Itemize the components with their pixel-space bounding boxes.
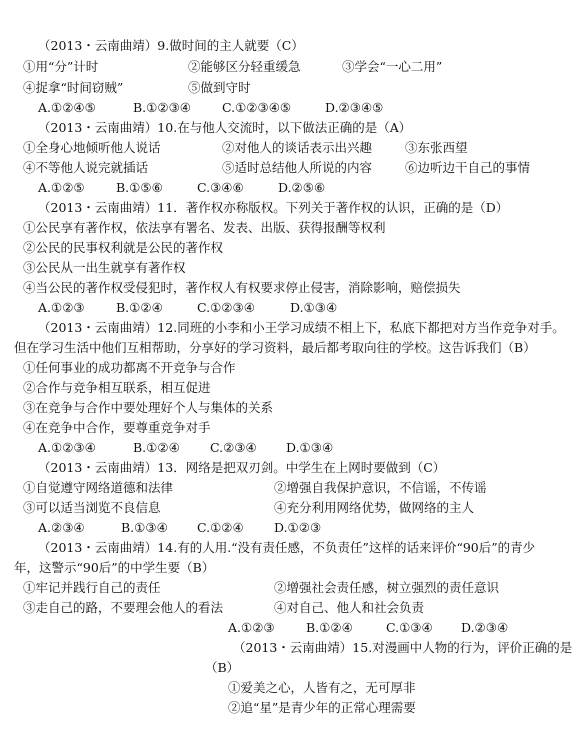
q14-choice-c: C.①③④: [386, 620, 433, 635]
q12-statement-1: ①任何事业的成功都离不开竞争与合作: [23, 360, 236, 375]
q14-opt-4: ④对自己、他人和社会负责: [274, 600, 425, 615]
q9-choice-d: D.②③④⑤: [325, 100, 384, 115]
q9-opt-4: ④捉拿“时间窃贼”: [23, 80, 124, 95]
q14-opt-2: ②增强社会责任感，树立强烈的责任意识: [274, 580, 500, 595]
q10-choice-c: C.③④⑥: [197, 180, 244, 195]
q13-choice-d: D.①②③: [274, 520, 322, 535]
q11-statement-3: ③公民从一出生就享有著作权: [23, 260, 186, 275]
q15-statement-2: ②追“星”是青少年的正常心理需要: [228, 700, 416, 715]
q10-opt-1: ①全身心地倾听他人说话: [23, 140, 161, 155]
q12-choice-b: B.①②④: [133, 440, 180, 455]
q9-choice-c: C.①②③④⑤: [222, 100, 292, 115]
q13-opt-2: ②增强自我保护意识，不信谣，不传谣: [274, 480, 487, 495]
q14-choice-b: B.①②④: [306, 620, 353, 635]
q11-stem: （2013・云南曲靖）11．著作权亦称版权。下列关于著作权的认识，正确的是（D）: [38, 200, 509, 215]
q13-choice-b: B.①③④: [121, 520, 168, 535]
q11-statement-2: ②公民的民事权利就是公民的著作权: [23, 240, 224, 255]
q10-stem: （2013・云南曲靖）10.在与他人交流时，以下做法正确的是（A）: [38, 120, 412, 135]
q9-opt-2: ②能够区分轻重缓急: [188, 59, 301, 74]
q13-stem: （2013・云南曲靖）13．网络是把双刃剑。中学生在上网时要做到（C）: [38, 460, 446, 475]
q13-opt-3: ③可以适当浏览不良信息: [23, 500, 161, 515]
q9-choice-a: A.①②④⑤: [38, 100, 96, 115]
q12-statement-2: ②合作与竞争相互联系，相互促进: [23, 380, 211, 395]
q10-opt-2: ②对他人的谈话表示出兴趣: [222, 140, 373, 155]
q10-choice-a: A.①②⑤: [38, 180, 85, 195]
q9-stem: （2013・云南曲靖）9.做时间的主人就要（C）: [38, 38, 304, 53]
q13-opt-1: ①自觉遵守网络道德和法律: [23, 480, 174, 495]
q13-opt-4: ④充分利用网络优势，做网络的主人: [274, 500, 475, 515]
q14-choice-d: D.②③④: [461, 620, 509, 635]
q11-choice-c: C.①②③④: [197, 300, 255, 315]
q12-choice-c: C.②③④: [210, 440, 257, 455]
q9-opt-5: ⑤做到守时: [188, 80, 251, 95]
q12-stem-line-1: （2013・云南曲靖）12.同班的小李和小王学习成绩不相上下，私底下都把对方当作竞争对手。: [38, 320, 565, 335]
q12-statement-3: ③在竞争与合作中要处理好个人与集体的关系: [23, 400, 274, 415]
q14-stem-line-1: （2013・云南曲靖）14.有的人用.“没有责任感，不负责任”这样的话来评价“90后”的青少: [38, 540, 536, 555]
q15-stem-line-1: （2013・云南曲靖）15.对漫画中人物的行为，评价正确的是: [233, 640, 573, 655]
q9-choice-b: B.①②③④: [133, 100, 191, 115]
q12-choice-d: D.①③④: [286, 440, 334, 455]
q14-stem-line-2: 年，这警示“90后”的中学生要（B）: [14, 560, 215, 575]
q11-choice-d: D.①③④: [290, 300, 338, 315]
q11-choice-a: A.①②③: [38, 300, 85, 315]
q9-opt-3: ③学会“一心二用”: [342, 59, 443, 74]
q14-opt-1: ①牢记并践行自己的责任: [23, 580, 161, 595]
q15-stem-line-2: （B）: [205, 660, 240, 675]
q10-choice-b: B.①⑤⑥: [116, 180, 163, 195]
q12-choice-a: A.①②③④: [38, 440, 96, 455]
q15-statement-1: ①爱美之心，人皆有之，无可厚非: [228, 680, 416, 695]
q10-opt-5: ⑤适时总结他人所说的内容: [222, 160, 373, 175]
q11-statement-1: ①公民享有著作权，依法享有署名、发表、出版、获得报酬等权利: [23, 220, 386, 235]
q9-opt-1: ①用“分”计时: [23, 59, 99, 74]
q14-opt-3: ③走自己的路，不要理会他人的看法: [23, 600, 224, 615]
q10-choice-d: D.②⑤⑥: [278, 180, 326, 195]
q10-opt-4: ④不等他人说完就插话: [23, 160, 149, 175]
q13-choice-c: C.①②④: [197, 520, 244, 535]
q12-stem-line-2: 但在学习生活中他们互相帮助，分享好的学习资料，最后都考取向往的学校。这告诉我们（B）: [14, 340, 536, 355]
q11-choice-b: B.①②④: [116, 300, 163, 315]
q13-choice-a: A.②③④: [38, 520, 85, 535]
q12-statement-4: ④在竞争中合作，要尊重竞争对手: [23, 420, 211, 435]
q10-opt-3: ③东张西望: [405, 140, 468, 155]
q11-statement-4: ④当公民的著作权受侵犯时，著作权人有权要求停止侵害，消除影响，赔偿损失: [23, 280, 461, 295]
q14-choice-a: A.①②③: [228, 620, 275, 635]
q10-opt-6: ⑥边听边干自己的事情: [405, 160, 531, 175]
